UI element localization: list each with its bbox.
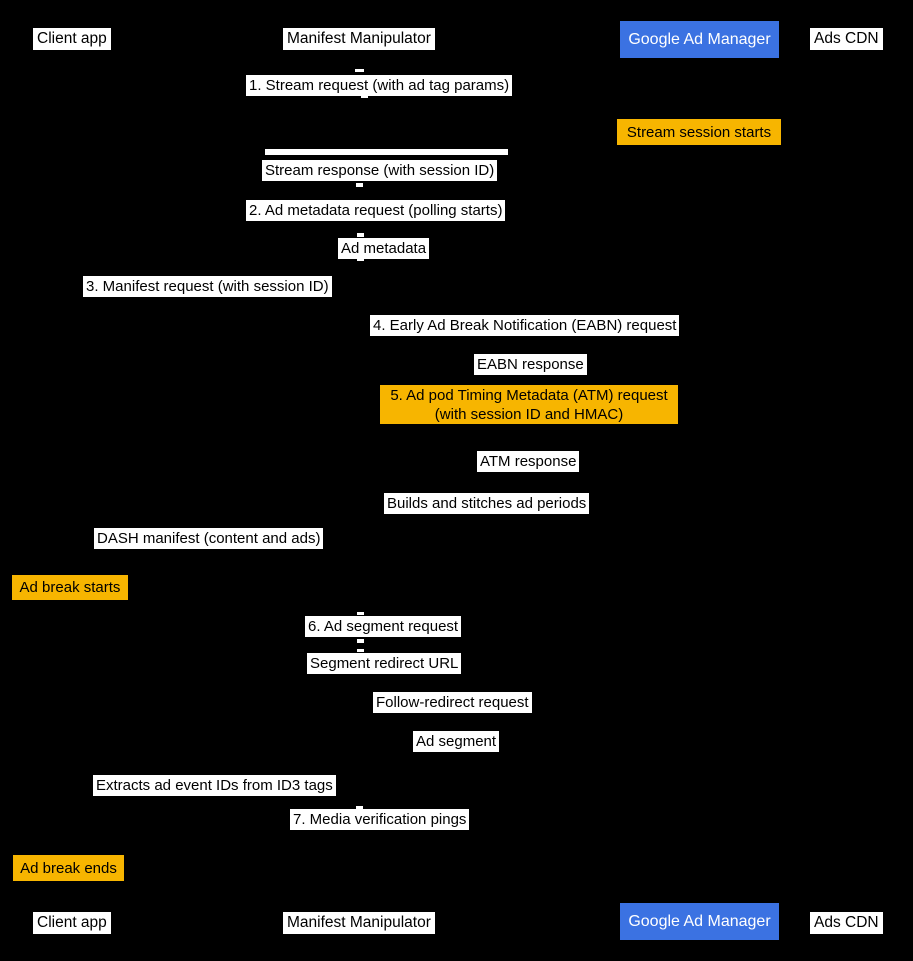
label-fragment xyxy=(265,149,508,155)
lifeline-tick xyxy=(357,649,364,652)
note-atm-request-line2: (with session ID and HMAC) xyxy=(434,405,624,423)
message-segment-redirect-url: Segment redirect URL xyxy=(307,653,461,674)
actor-ads-cdn-top: Ads CDN xyxy=(810,28,883,50)
note-atm-request-line1: 5. Ad pod Timing Metadata (ATM) request xyxy=(390,386,668,404)
message-manifest-request: 3. Manifest request (with session ID) xyxy=(83,276,332,297)
message-ad-segment-request: 6. Ad segment request xyxy=(305,616,461,637)
lifeline-tick xyxy=(356,806,363,809)
message-extracts-id3: Extracts ad event IDs from ID3 tags xyxy=(93,775,336,796)
actor-google-ad-manager-bottom: Google Ad Manager xyxy=(620,903,779,940)
lifeline-tick xyxy=(361,94,368,98)
lifeline-tick xyxy=(356,183,363,187)
note-ad-break-ends: Ad break ends xyxy=(13,855,124,881)
lifeline-tick xyxy=(355,69,364,72)
actor-manifest-manipulator-bottom: Manifest Manipulator xyxy=(283,912,435,934)
actor-ads-cdn-bottom: Ads CDN xyxy=(810,912,883,934)
lifeline-tick xyxy=(357,258,364,261)
message-dash-manifest: DASH manifest (content and ads) xyxy=(94,528,323,549)
note-ad-break-starts: Ad break starts xyxy=(12,575,128,600)
message-media-verification-pings: 7. Media verification pings xyxy=(290,809,469,830)
message-eabn-response: EABN response xyxy=(474,354,587,375)
actor-client-app-bottom: Client app xyxy=(33,912,111,934)
message-builds-stitches: Builds and stitches ad periods xyxy=(384,493,589,514)
lifeline-tick xyxy=(357,639,364,643)
message-stream-response: Stream response (with session ID) xyxy=(262,160,497,181)
message-ad-segment: Ad segment xyxy=(413,731,499,752)
note-atm-request xyxy=(380,385,678,424)
actor-google-ad-manager-top: Google Ad Manager xyxy=(620,21,779,58)
message-stream-request: 1. Stream request (with ad tag params) xyxy=(246,75,512,96)
message-ad-metadata-request: 2. Ad metadata request (polling starts) xyxy=(246,200,505,221)
lifeline-tick xyxy=(357,612,364,615)
note-stream-session-starts: Stream session starts xyxy=(617,119,781,145)
lifeline-tick xyxy=(357,233,364,237)
message-atm-response: ATM response xyxy=(477,451,579,472)
message-follow-redirect-request: Follow-redirect request xyxy=(373,692,532,713)
actor-manifest-manipulator-top: Manifest Manipulator xyxy=(283,28,435,50)
message-eabn-request: 4. Early Ad Break Notification (EABN) request xyxy=(370,315,679,336)
actor-client-app-top: Client app xyxy=(33,28,111,50)
message-ad-metadata: Ad metadata xyxy=(338,238,429,259)
